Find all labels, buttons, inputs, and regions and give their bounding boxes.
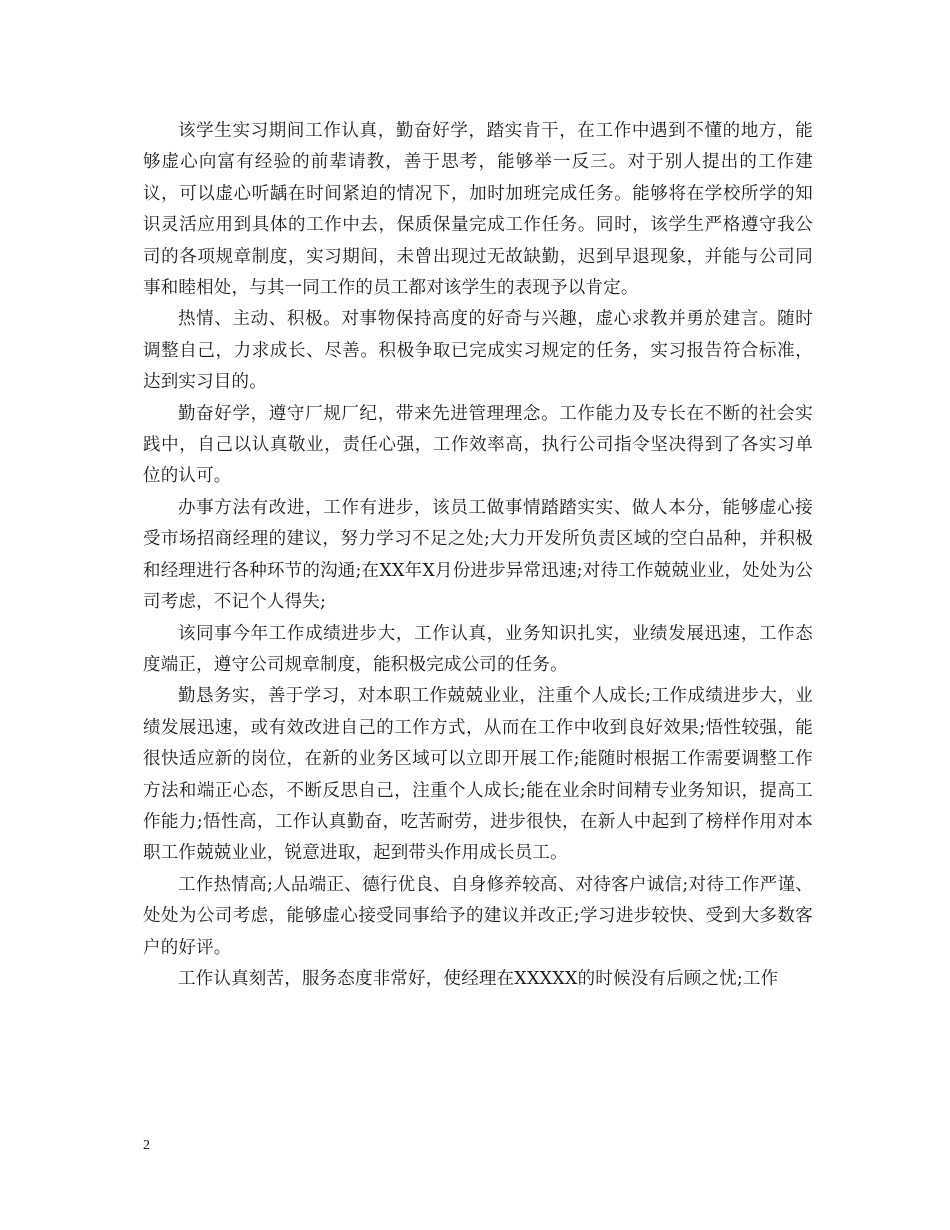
- paragraph: 该学生实习期间工作认真，勤奋好学，踏实肯干，在工作中遇到不懂的地方，能够虚心向富有经验的前辈请教，善于思考，能够举一反三。对于别人提出的工作建议，可以虚心听龋在时间紧迫的情况下，加时加班完成任务。能够将在学校所学的知识灵活应用到具体的工作中去，保质保量完成工作任务。同时，该学生严格遵守我公司的各项规章制度，实习期间，未曾出现过无故缺勤，迟到早退现象，并能与公司同事和睦相处，与其一同工作的员工都对该学生的表现予以肯定。: [143, 121, 813, 299]
- paragraph: 办事方法有改进，工作有进步，该员工做事情踏踏实实、做人本分，能够虚心接受市场招商经理的建议，努力学习不足之处;大力开发所负责区域的空白品种，并积极和经理进行各种环节的沟通;在XX年X月份进步异常迅速;对待工作兢兢业业，处处为公司考虑，不记个人得失;: [143, 497, 813, 613]
- document-body: [143, 116, 813, 995]
- paragraph: 工作热情高;人品端正、德行优良、自身修养较高、对待客户诚信;对待工作严谨、处处为公司考虑，能够虚心接受同事给予的建议并改正;学习进步较快、受到大多数客户的好评。: [143, 874, 813, 958]
- paragraph: 该同事今年工作成绩进步大，工作认真，业务知识扎实，业绩发展迅速，工作态度端正，遵守公司规章制度，能积极完成公司的任务。: [143, 623, 813, 675]
- paragraph: 勤奋好学，遵守厂规厂纪，带来先进管理理念。工作能力及专长在不断的社会实践中，自己以认真敬业，责任心强，工作效率高，执行公司指令坚决得到了各实习单位的认可。: [143, 403, 813, 487]
- paragraph: 热情、主动、积极。对事物保持高度的好奇与兴趣，虚心求教并勇於建言。随时调整自己，力求成长、尽善。积极争取已完成实习规定的任务，实习报告符合标准，达到实习目的。: [143, 309, 813, 393]
- paragraph: 工作认真刻苦，服务态度非常好，使经理在XXXXX的时候没有后顾之忧;工作: [178, 968, 779, 989]
- paragraph: 勤恳务实，善于学习，对本职工作兢兢业业，注重个人成长;工作成绩进步大，业绩发展迅速，或有效改进自己的工作方式，从而在工作中收到良好效果;悟性较强，能很快适应新的岗位，在新的业务区域可以立即开展工作;能随时根据工作需要调整工作方法和端正心态，不断反思自己，注重个人成长;能在业余时间精专业务知识，提高工作能力;悟性高，工作认真勤奋，吃苦耐劳，进步很快，在新人中起到了榜样作用对本职工作兢兢业业，锐意进取，起到带头作用成长员工。: [143, 686, 813, 864]
- page-number: 2: [143, 1138, 150, 1153]
